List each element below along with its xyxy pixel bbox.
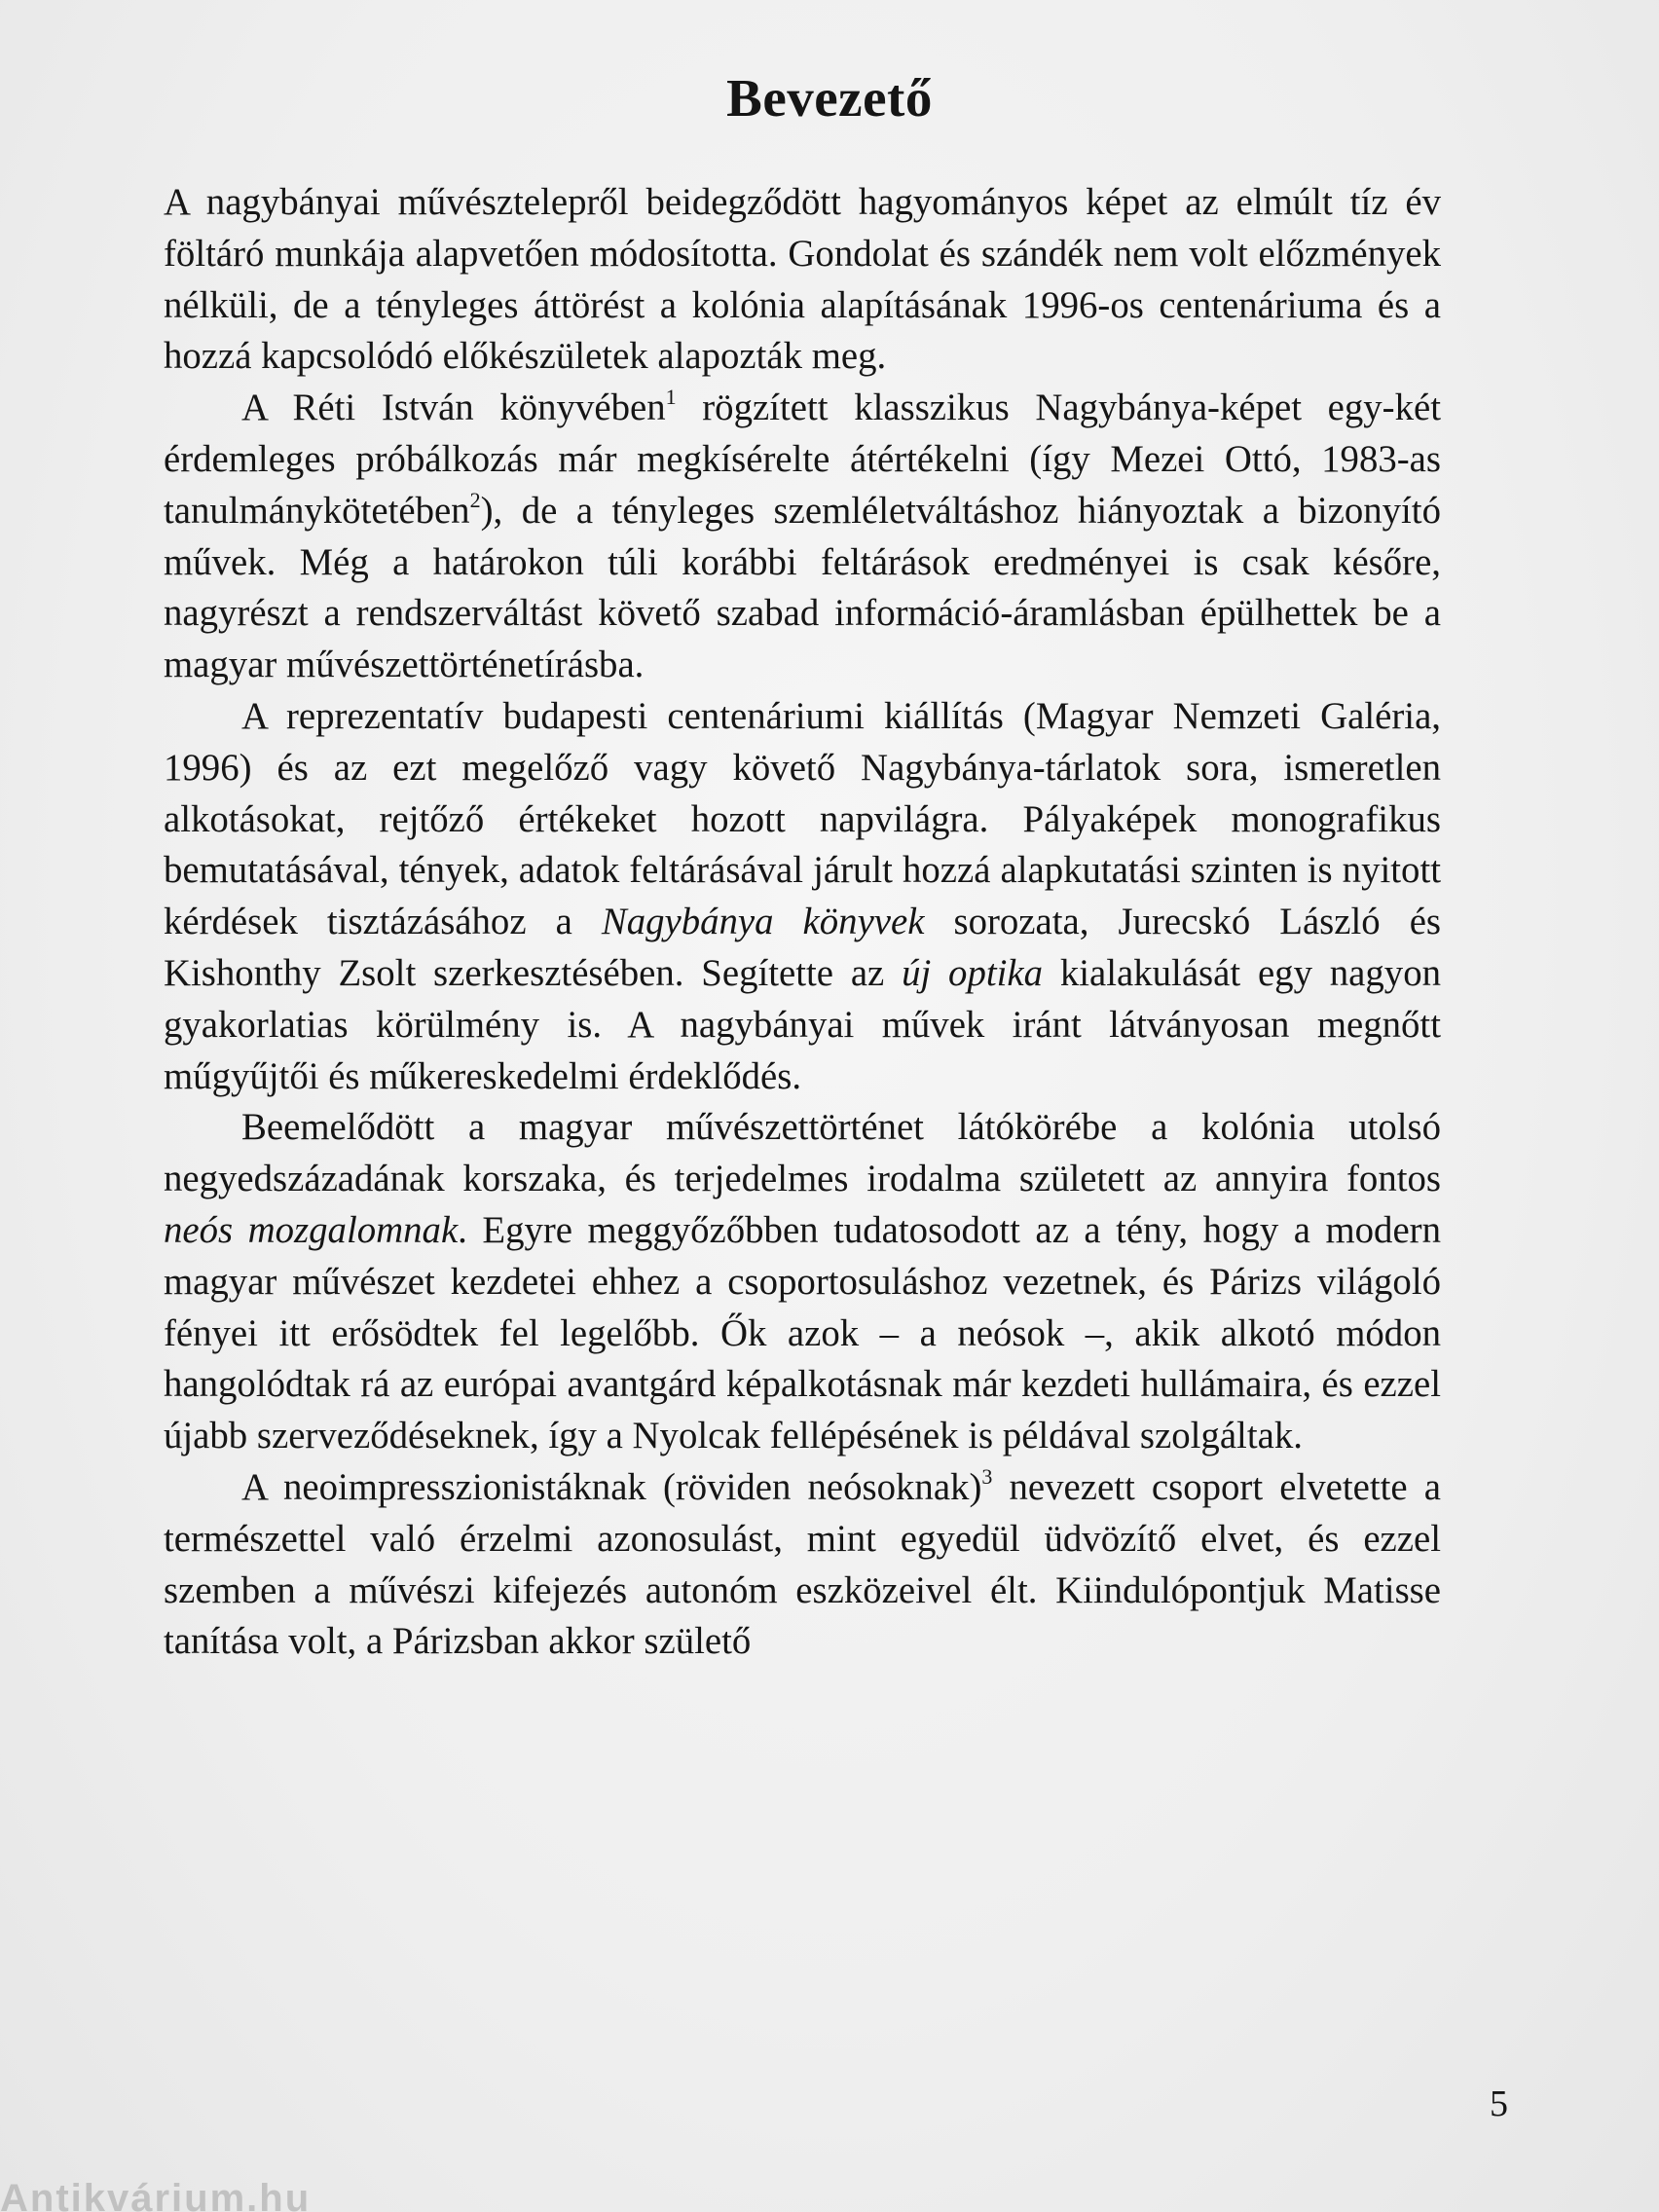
text-run: Beemelődött a magyar művészettörténet látókörébe a kolónia utolsó negyedszázadának korszaka, és terjedelmes irodalma született az annyira fontos [164,1106,1441,1200]
paragraph [164,177,1441,383]
text-run: A Réti István könyvében [241,387,666,429]
italic-phrase: Nagybánya könyvek [601,901,925,943]
paragraph [164,691,1441,1102]
italic-phrase: új optika [902,951,1044,994]
footnote-ref: 1 [665,385,677,410]
text-run: rögzített klasszikus Nagybánya-képet egy-két érdemleges próbálkozás már megkísérelte átértékelni (így Mezei Ottó, 1983-as tanulmánykötetében [164,387,1441,532]
page-title: Bevezető [726,68,933,128]
text-run: ), de a tényleges szemléletváltáshoz hiányoztak a bizonyító művek. Még a határokon túli korábbi feltárások eredményei is csak későre, nagyrészt a rendszerváltást követő szabad információ-áramlásban épülhettek be a magyar művészettörténetírásba. [164,489,1441,686]
text-run: . Egyre meggyőzőbben tudatosodott az a tény, hogy a modern magyar művészet kezdetei ehhez a csoportosuláshoz vezetnek, és Párizs világoló fényei itt erősödtek fel legelőbb. Ők azok – a neósok –, akik alkotó módon hangolódtak rá az európai avantgárd képalkotásnak már kezdeti hullámaira, és ezzel újabb szerveződéseknek, így a Nyolcak fellépésének is példával szolgáltak. [164,1208,1441,1457]
body-text [164,177,1441,1668]
paragraph [164,383,1441,691]
text-run: A neoimpresszionistáknak (röviden neósoknak) [241,1465,982,1508]
footnote-ref: 3 [981,1463,993,1489]
text-run: A reprezentatív budapesti centenáriumi kiállítás (Magyar Nemzeti Galéria, 1996) és az ezt megelőző vagy követő Nagybánya-tárlatok sora, ismeretlen alkotásokat, rejtőző értékeket hozott napvilágra. Pályaképek monografikus bemutatásával, tények, adatok feltárásával járult hozzá alapkutatási szinten is nyitott kérdések tisztázásához a [164,694,1441,943]
watermark: Antikvárium.hu [0,2177,312,2212]
text-run: nevezett csoport elvetette a természettel való érzelmi azonosulást, mint egyedül üdvözítő elvet, és ezzel szemben a művészi kifejezés autonóm eszközeivel élt. Kiindulópontjuk Matisse tanítása volt, a Párizsban akkor születő [164,1465,1441,1663]
paragraph [164,1462,1441,1668]
text-run: sorozata, Jurecskó László és Kishonthy Zsolt szerkesztésében. Segítette az [164,901,1442,994]
text-run: kialakulását egy nagyon gyakorlatias körülmény is. A nagybányai művek iránt látványosan megnőtt műgyűjtői és műkereskedelmi érdeklődés. [164,951,1441,1097]
page-number: 5 [1490,2083,1508,2124]
text-run: A nagybányai művésztelepről beidegződött hagyományos képet az elmúlt tíz év föltáró munkája alapvetően módosította. Gondolat és szándék nem volt előzmények nélküli, de a tényleges áttörést a kolónia alapításának 1996-os centenáriuma és a hozzá kapcsolódó előkészületek alapozták meg. [164,181,1441,378]
italic-phrase: neós mozgalomnak [164,1208,459,1251]
paragraph [164,1102,1441,1462]
footnote-ref: 2 [469,487,481,512]
